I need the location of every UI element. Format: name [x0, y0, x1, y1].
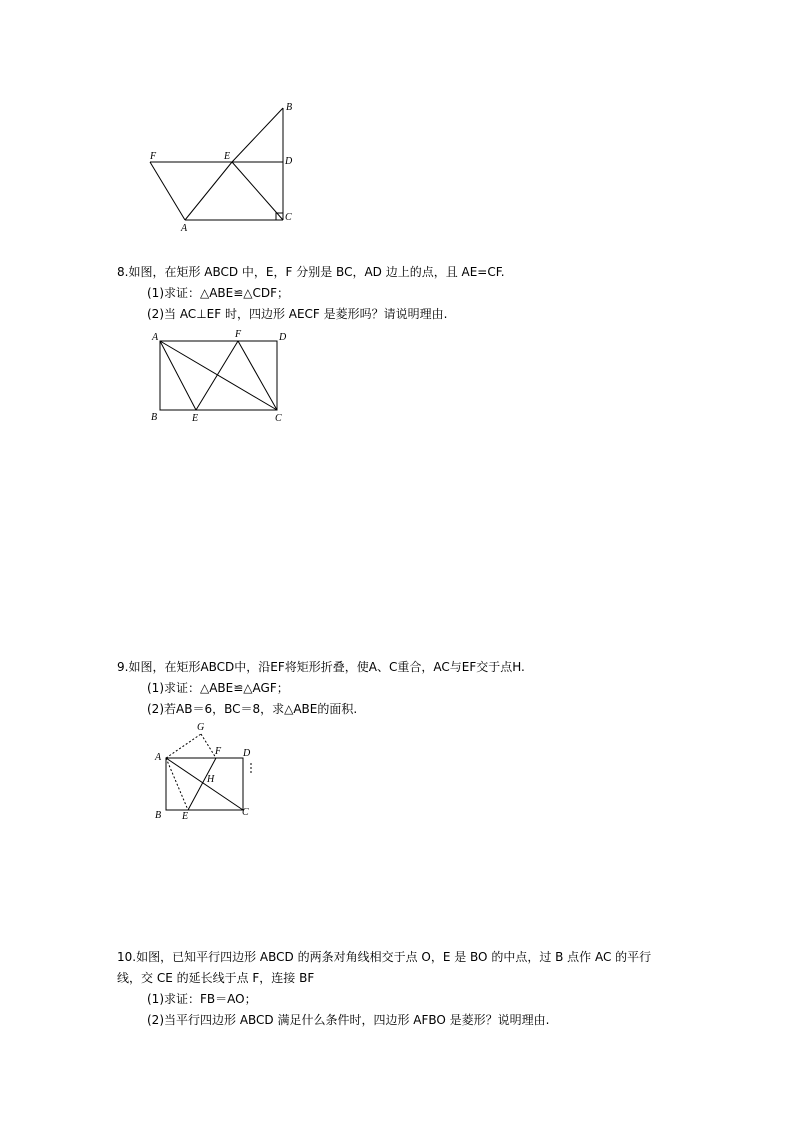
label-F: F [235, 329, 242, 340]
label-C: C [285, 212, 292, 223]
figure-q9 [0, 718, 794, 828]
question-10-stem-line-2: 线，交 CE 的延长线于点 F，连接 BF [117, 971, 315, 985]
label-E: E [224, 151, 231, 162]
question-10-stem-line-1: 10.如图，已知平行四边形 ABCD 的两条对角线相交于点 O，E 是 BO 的中点，过 B 点作 AC 的平行 [117, 950, 652, 964]
label-B: B [286, 102, 293, 113]
question-8-part-2: (2)当 AC⊥EF 时，四边形 AECF 是菱形吗？请说明理由. [147, 307, 448, 321]
label-H: H [207, 774, 215, 785]
label-B: B [151, 412, 158, 423]
figure-q7 [0, 0, 794, 240]
question-9 [117, 657, 525, 720]
dashed-gf [201, 734, 216, 758]
question-10-part-1: (1)求证：FB＝AO； [147, 992, 257, 1006]
label-D: D [279, 332, 287, 343]
label-E: E [192, 413, 199, 424]
question-9-part-2: (2)若AB＝6，BC＝8，求△ABE的面积. [147, 702, 358, 716]
question-8-stem: 8.如图，在矩形 ABCD 中，E，F 分别是 BC，AD 边上的点，且 AE=CF. [117, 265, 505, 279]
label-D: D [243, 748, 251, 759]
dashed-ag [166, 734, 201, 758]
segment-fa [150, 162, 185, 220]
label-A: A [155, 752, 162, 763]
figure-q8 [0, 320, 794, 430]
segment-ef [196, 341, 238, 410]
label-C: C [242, 807, 249, 818]
question-9-part-1: (1)求证：△ABE≌△AGF； [147, 681, 289, 695]
segment-eb [232, 108, 283, 162]
label-D: D [285, 156, 293, 167]
label-F: F [150, 151, 157, 162]
segment-ae [185, 162, 232, 220]
question-10-part-2: (2)当平行四边形 ABCD 满足什么条件时，四边形 AFBO 是菱形？说明理由. [147, 1013, 550, 1027]
segment-fc [238, 341, 277, 410]
label-C: C [275, 413, 282, 424]
question-8-part-1: (1)求证：△ABE≌△CDF； [147, 286, 290, 300]
label-B: B [155, 810, 162, 821]
segment-ec [232, 162, 283, 220]
question-10 [117, 947, 651, 1031]
question-8 [117, 262, 505, 325]
question-9-stem: 9.如图，在矩形ABCD中，沿EF将矩形折叠，使A、C重合，AC与EF交于点H. [117, 660, 525, 674]
label-F: F [215, 746, 222, 757]
label-E: E [182, 811, 189, 822]
diagonal-ac [166, 758, 243, 810]
label-A: A [181, 223, 188, 234]
label-A: A [152, 332, 159, 343]
label-G: G [197, 722, 205, 733]
